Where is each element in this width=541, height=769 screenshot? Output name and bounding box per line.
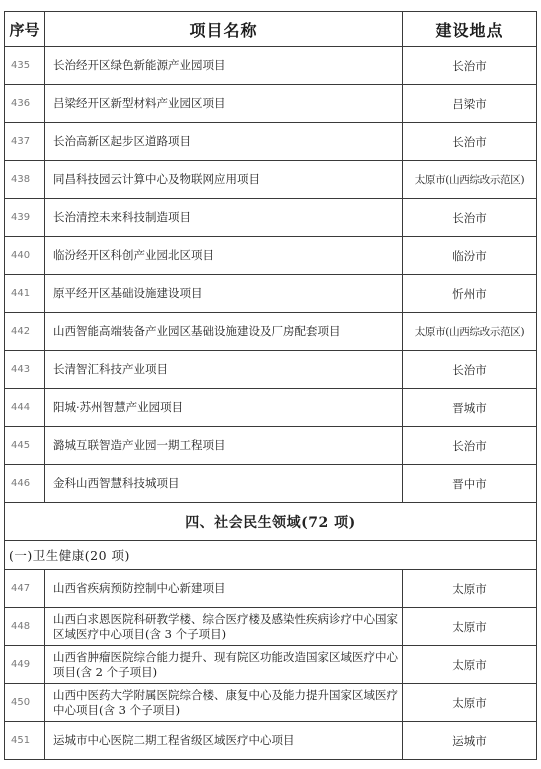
row-no: 448: [5, 608, 45, 646]
table-row: [5, 389, 537, 427]
table-row: [5, 427, 537, 465]
row-no: 443: [5, 351, 45, 389]
row-name: 长治经开区绿色新能源产业园项目: [45, 47, 403, 85]
table-row: [5, 570, 537, 608]
row-no: 439: [5, 199, 45, 237]
row-no: 435: [5, 47, 45, 85]
row-location: 太原市: [403, 684, 537, 722]
row-name: 长治高新区起步区道路项目: [45, 123, 403, 161]
table-row: [5, 199, 537, 237]
row-name: 长清智汇科技产业项目: [45, 351, 403, 389]
row-location: 晋中市: [403, 465, 537, 503]
row-no: 445: [5, 427, 45, 465]
row-name: 阳城·苏州智慧产业园项目: [45, 389, 403, 427]
row-no: 449: [5, 646, 45, 684]
table-row: [5, 722, 537, 760]
project-table: [4, 11, 537, 760]
row-location: 太原市: [403, 570, 537, 608]
row-name: 山西中医药大学附属医院综合楼、康复中心及能力提升国家区域医疗中心项目(含 3 个子项目): [45, 684, 403, 722]
row-location: 太原市: [403, 608, 537, 646]
table-row: [5, 275, 537, 313]
table-row: [5, 123, 537, 161]
row-name: 临汾经开区科创产业园北区项目: [45, 237, 403, 275]
table-row: [5, 313, 537, 351]
table-row: [5, 351, 537, 389]
table-row: [5, 646, 537, 684]
row-no: 451: [5, 722, 45, 760]
row-name: 潞城互联智造产业园一期工程项目: [45, 427, 403, 465]
row-no: 441: [5, 275, 45, 313]
table-row: [5, 47, 537, 85]
row-location: 长治市: [403, 123, 537, 161]
row-location: 晋城市: [403, 389, 537, 427]
row-name: 同昌科技园云计算中心及物联网应用项目: [45, 161, 403, 199]
row-no: 438: [5, 161, 45, 199]
row-no: 450: [5, 684, 45, 722]
row-name: 山西智能高端装备产业园区基础设施建设及厂房配套项目: [45, 313, 403, 351]
row-location: 吕梁市: [403, 85, 537, 123]
table-row: [5, 684, 537, 722]
table-row: [5, 161, 537, 199]
row-location: 长治市: [403, 47, 537, 85]
row-location: 太原市: [403, 646, 537, 684]
row-name: 山西省肿瘤医院综合能力提升、现有院区功能改造国家区域医疗中心项目(含 2 个子项目): [45, 646, 403, 684]
row-name: 运城市中心医院二期工程省级区域医疗中心项目: [45, 722, 403, 760]
table-row: [5, 465, 537, 503]
row-location: 临汾市: [403, 237, 537, 275]
row-no: 447: [5, 570, 45, 608]
row-name: 山西白求恩医院科研教学楼、综合医疗楼及感染性疾病诊疗中心国家区域医疗中心项目(含 3 个子项目): [45, 608, 403, 646]
row-location: 长治市: [403, 199, 537, 237]
subsection-row: [5, 541, 537, 570]
row-location: 运城市: [403, 722, 537, 760]
row-no: 444: [5, 389, 45, 427]
row-location: 长治市: [403, 427, 537, 465]
table-row: [5, 237, 537, 275]
row-no: 442: [5, 313, 45, 351]
row-no: 437: [5, 123, 45, 161]
header-no: 序号: [5, 12, 45, 47]
row-name: 长治清控未来科技制造项目: [45, 199, 403, 237]
row-location: 太原市(山西综改示范区): [403, 313, 537, 351]
row-name: 山西省疾病预防控制中心新建项目: [45, 570, 403, 608]
table-row: [5, 85, 537, 123]
row-no: 436: [5, 85, 45, 123]
row-location: 太原市(山西综改示范区): [403, 161, 537, 199]
section-title: 四、社会民生领域(72 项): [5, 503, 537, 541]
table-row: [5, 608, 537, 646]
row-name: 吕梁经开区新型材料产业园区项目: [45, 85, 403, 123]
row-location: 长治市: [403, 351, 537, 389]
row-name: 金科山西智慧科技城项目: [45, 465, 403, 503]
table-header-row: [5, 12, 537, 47]
row-no: 446: [5, 465, 45, 503]
section-row: [5, 503, 537, 541]
header-location: 建设地点: [403, 12, 537, 47]
row-location: 忻州市: [403, 275, 537, 313]
row-no: 440: [5, 237, 45, 275]
subsection-title: (一)卫生健康(20 项): [5, 541, 537, 570]
row-name: 原平经开区基础设施建设项目: [45, 275, 403, 313]
header-name: 项目名称: [45, 12, 403, 47]
